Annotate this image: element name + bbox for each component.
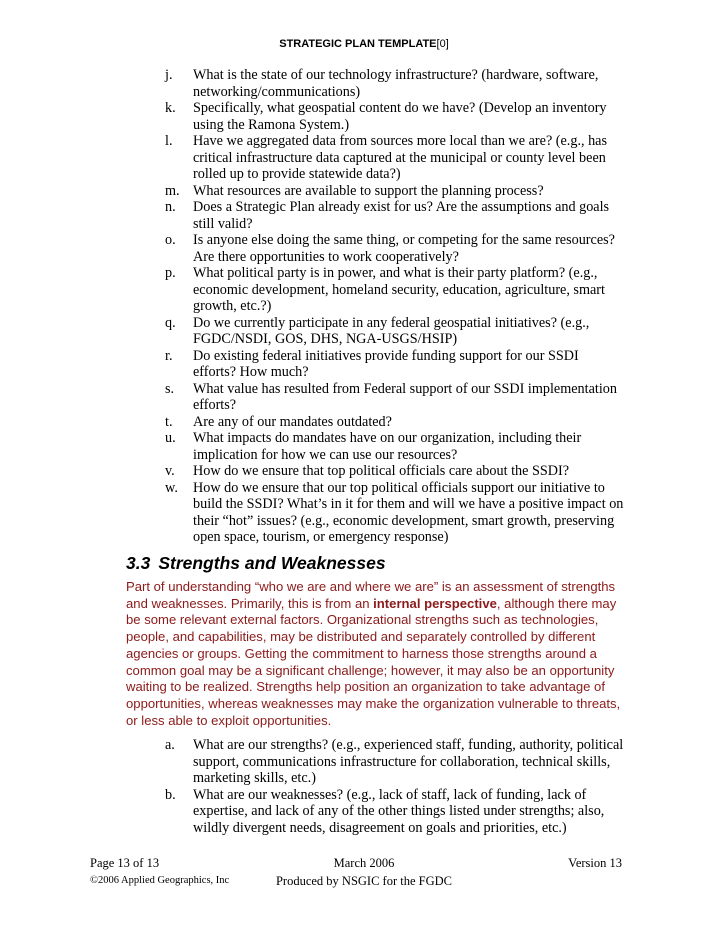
list-item: [165, 787, 625, 837]
footer-date: March 2006: [333, 856, 395, 870]
list-item: [165, 430, 625, 463]
list-item-text: Are any of our mandates outdated?: [193, 413, 392, 430]
list-item-letter: u.: [165, 430, 176, 446]
list-item-letter: v.: [165, 463, 175, 479]
list-item-text: Is anyone else doing the same thing, or competing for the same resources? Are there opportunities to work cooperatively?: [193, 232, 615, 265]
copyright: ©2006 Applied Geographics, Inc: [90, 875, 230, 886]
list-item: [165, 463, 625, 480]
list-item-letter: w.: [165, 479, 178, 496]
list-item-text: What political party is in power, and what is their party platform? (e.g., economic development, homeland security, education, agriculture, smart growth, etc.?): [193, 265, 605, 314]
document-title: STRATEGIC PLAN TEMPLATE: [279, 38, 437, 50]
list-item-letter: t.: [165, 413, 173, 430]
list-item: [165, 100, 625, 133]
list-item: [165, 67, 625, 100]
list-item-text: How do we ensure that our top political officials support our initiative to build the SSDI? What’s in it for them and will we have a positive impact on their “hot” issues? (e.g., economic development, smart growth, preserving open space, tourism, or emergency response): [193, 479, 624, 545]
list-item-letter: o.: [165, 232, 176, 248]
section-intro-paragraph: [126, 579, 626, 729]
list-item: [165, 480, 625, 546]
list-item: [165, 414, 625, 431]
header-tag: [0]: [436, 38, 449, 50]
list-item-letter: n.: [165, 199, 176, 215]
list-item: [165, 199, 625, 232]
list-item-letter: b.: [165, 786, 176, 803]
list-item-text: Have we aggregated data from sources more local than we are? (e.g., has critical infrastructure data captured at the municipal or county level been rolled up to provide statewide data?): [193, 133, 608, 182]
intro-text-end: , although there may be some relevant external factors. Organizational strengths such as technologies, people, and capabilities, may be distributed and separately controlled by different agencies or groups. Getting the commitment to harness those strengths around a common goal may be a significant challenge; however, it may also be an opportunity waiting to be realized. Strengths help position an organization to take advantage of opportunities, whereas weaknesses may make the organization vulnerable to threats, or less able to exploit opportunities.: [126, 595, 621, 728]
list-item-text: How do we ensure that top political officials care about the SSDI?: [193, 463, 569, 479]
list-item: [165, 315, 625, 348]
list-item-letter: r.: [165, 347, 173, 364]
intro-text-start: Part of understanding “who we are and where we are” is an assessment of strengths and weaknesses. Primarily, this is from an: [126, 579, 616, 611]
intro-bold-phrase: internal perspective: [373, 595, 497, 611]
list-item-letter: s.: [165, 380, 175, 397]
list-item-letter: l.: [165, 133, 173, 149]
list-item-letter: p.: [165, 265, 176, 281]
page-header: [0, 38, 728, 50]
footer-producer: Produced by NSGIC for the FGDC: [275, 874, 453, 888]
list-item: [165, 183, 625, 200]
list-item: [165, 133, 625, 183]
list-item-text: Do we currently participate in any federal geospatial initiatives? (e.g., FGDC/NSDI, GOS, DHS, NGA-USGS/HSIP): [193, 314, 590, 347]
section-question-list: [165, 737, 625, 836]
list-item-text: What are our strengths? (e.g., experienced staff, funding, authority, political support, communications infrastructure for collaboration, technical skills, marketing skills, etc.): [193, 737, 624, 786]
list-item-text: What are our weaknesses? (e.g., lack of staff, lack of funding, lack of expertise, and lack of any of the other things listed under strengths; also, wildly divergent needs, disagreement on goals and priorities, etc.): [193, 786, 605, 836]
list-item-letter: m.: [165, 182, 180, 199]
list-item-text: What impacts do mandates have on our organization, including their implication for how we can use our resources?: [193, 430, 582, 463]
section-heading: [126, 553, 386, 574]
list-item: [165, 265, 625, 315]
list-item-text: Does a Strategic Plan already exist for us? Are the assumptions and goals still valid?: [193, 199, 610, 232]
list-item-letter: j.: [165, 67, 173, 83]
list-item-text: What value has resulted from Federal support of our SSDI implementation efforts?: [193, 380, 617, 413]
list-item-text: Do existing federal initiatives provide funding support for our SSDI efforts? How much?: [193, 347, 579, 380]
list-item-text: What is the state of our technology infrastructure? (hardware, software, networking/communications): [193, 67, 599, 100]
page-number: Page 13 of 13: [90, 856, 160, 870]
list-item: [165, 737, 625, 787]
list-item: [165, 232, 625, 265]
list-item-text: What resources are available to support the planning process?: [193, 182, 544, 199]
footer-version: Version 13: [568, 856, 622, 870]
list-item: [165, 381, 625, 414]
list-item-letter: k.: [165, 100, 176, 116]
question-list: [165, 67, 625, 546]
section-number: 3.3: [126, 553, 151, 573]
list-item-text: Specifically, what geospatial content do we have? (Develop an inventory using the Ramona System.): [193, 100, 607, 133]
list-item-letter: q.: [165, 314, 176, 331]
list-item: [165, 348, 625, 381]
list-item-letter: a.: [165, 737, 175, 753]
section-title: Strengths and Weaknesses: [158, 553, 386, 573]
